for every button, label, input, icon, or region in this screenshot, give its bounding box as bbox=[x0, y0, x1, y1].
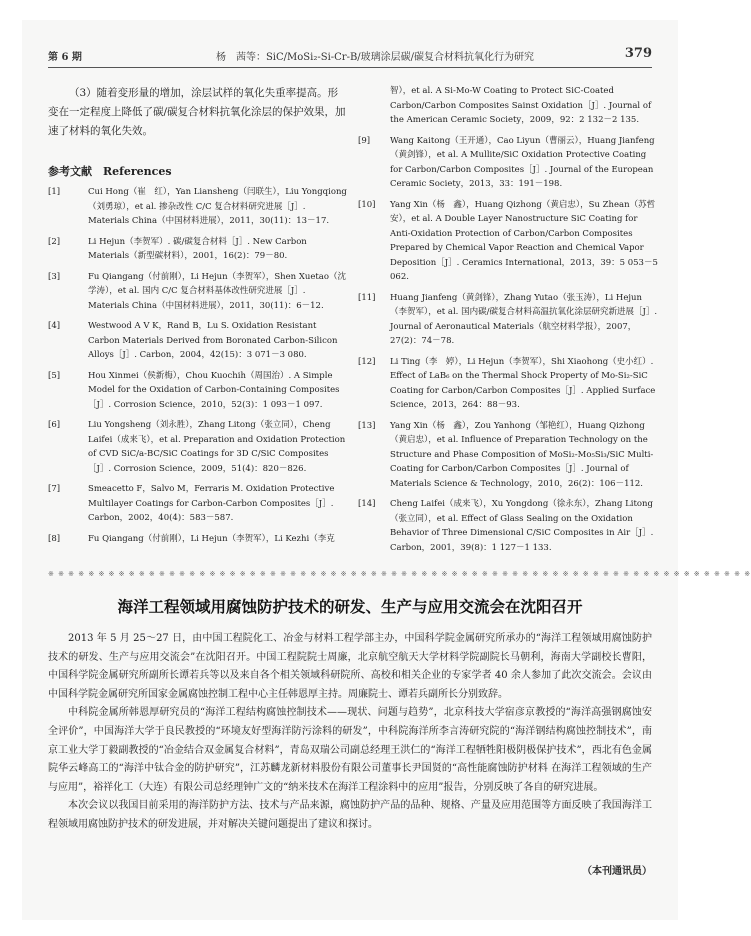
page-number: 379 bbox=[624, 46, 652, 61]
reference-item bbox=[48, 418, 348, 476]
reference-item bbox=[358, 497, 658, 555]
reference-text: Smeacetto F，Salvo M，Ferraris M. Oxidation Protective Multilayer Coatings for Carbon-Carbon Composites［J］. Carbon，2002，40(4)：583－587. bbox=[88, 484, 335, 523]
news-body bbox=[48, 630, 652, 835]
reference-text: Cui Hong（崔 红），Yan Liansheng（闫联生），Liu Yongqiong（刘勇琼），et al. 掺杂改性 C/C 复合材料研究进展［J］. Materials China（中国材料进展），2011，30(11)：13－17. bbox=[88, 187, 347, 226]
news-paragraph: 本次会议以我国目前采用的海洋防护方法、技术与产品来源，腐蚀防护产品的品种、规格、产量及应用范围等方面反映了我国海洋工程领域用腐蚀防护技术的研发进展，并对解决关键问题提出了建议和探讨。 bbox=[48, 800, 652, 830]
reference-number: [13] bbox=[358, 420, 376, 431]
reference-item bbox=[358, 419, 658, 492]
right-column bbox=[358, 84, 658, 561]
reference-text: Fu Qiangang（付前刚），Li Hejun（李贺军），Li Kezhi（李克 bbox=[88, 533, 335, 544]
running-title: 杨 茜等：SiC/MoSi₂-Si-Cr-B/玻璃涂层碳/碳复合材料抗氧化行为研究 bbox=[215, 52, 535, 63]
left-column bbox=[48, 84, 348, 552]
reference-number: [4] bbox=[48, 321, 61, 331]
reference-text: Yang Xin（杨 鑫），Zou Yanhong（邹艳红），Huang Qizhong（黄启忠），et al. Influence of Preparation Technology on the Structure and Phase Composition of MoSi₂-Mo₅Si₃/SiC Multi-Coating for Carbon/Carbon Composites［J］. Journal of Materials Science & Technology，2010，26(2)：106－112. bbox=[390, 420, 654, 489]
reference-number: [1] bbox=[48, 187, 61, 197]
news-paragraph: 2013 年 5 月 25～27 日，由中国工程院化工、冶金与材料工程学部主办，中国科学院金属研究所承办的“海洋工程领域用腐蚀防护技术的研发、生产与应用交流会”在沈阳召开。中国工程院院士周廉，北京航空航天大学材料学院副院长马朝利，海南大学副校长曹阳，中国科学院金属研究所副所长谭若兵等以及来自各个相关领域科研院所、高校和相关企业的专家学者 40 余人参加了此次交流会。会议由中国科学院金属研究所国家金属腐蚀控制工程中心主任韩恩厚主持。周廉院士、谭若兵副所长分别致辞。 bbox=[48, 633, 652, 700]
running-header bbox=[48, 44, 652, 66]
reference-item bbox=[358, 355, 658, 413]
header-rule bbox=[48, 67, 652, 68]
conclusion-paragraph: （3）随着变形量的增加，涂层试样的氧化失重率提高。形变在一定程度上降低了碳/碳复合材料抗氧化涂层的保护效果，加速了材料的氧化失效。 bbox=[48, 87, 346, 137]
news-byline: （本刊通讯员） bbox=[582, 866, 652, 877]
reference-text: Cheng Laifei（成来飞），Xu Yongdong（徐永东），Zhang Litong（张立同），et al. Effect of Glass Sealing on the Oxidation Behavior of Three Dimensional C/SiC Composites in Air［J］. Carbon，2001，39(8)：1 127－1 133. bbox=[390, 499, 654, 553]
reference-item bbox=[48, 532, 348, 547]
reference-number: [14] bbox=[358, 499, 376, 509]
news-title: 海洋工程领域用腐蚀防护技术的研发、生产与应用交流会在沈阳召开 bbox=[117, 598, 583, 616]
section-divider: ※ ※ ※ ※ ※ ※ ※ ※ ※ ※ ※ ※ ※ ※ ※ ※ ※ ※ ※ ※ ※ ※ ※ ※ ※ ※ ※ ※ ※ ※ ※ ※ ※ ※ ※ ※ ※ ※ ※ ※ ※ ※ ※ ※ ※ ※ ※ ※ ※ ※ ※ ※ ※ ※ ※ ※ ※ ※ ※ ※ ※ ※ ※ ※ ※ ※ ※ ※ ※ ※ bbox=[48, 570, 751, 578]
reference-text: Fu Qiangang（付前刚），Li Hejun（李贺军），Shen Xuetao（沈学涛），et al. 国内 C/C 复合材料基体改性研究进展［J］. Materials China（中国材料进展），2011，30(11)：6－12. bbox=[88, 271, 346, 311]
reference-number: [7] bbox=[48, 484, 61, 494]
reference-number: [2] bbox=[48, 236, 61, 247]
references-list-left bbox=[48, 185, 348, 546]
reference-number: [6] bbox=[48, 420, 61, 430]
reference-8-continued: 智），et al. A Si-Mo-W Coating to Protect SiC-Coated Carbon/Carbon Composites Sainst Oxidation［J］. Journal of the American Ceramic Society，2009，92：2 132－2 135. bbox=[390, 86, 652, 125]
reference-text: Wang Kaitong（王开通），Cao Liyun（曹丽云），Huang Jianfeng（黄剑锋），et al. A Mullite/SiC Oxidation Protective Coating for Carbon/Carbon Composites［J］. Journal of the European Ceramic Society，2013，33：191－198. bbox=[390, 135, 655, 189]
references-list-right bbox=[358, 134, 658, 556]
reference-item bbox=[358, 134, 658, 192]
reference-text: Li Hejun（李贺军）. 碳/碳复合材料［J］. New Carbon Materials（新型碳材料），2001，16(2)：79－80. bbox=[88, 236, 307, 261]
reference-number: [10] bbox=[358, 199, 376, 210]
reference-item bbox=[48, 319, 348, 363]
reference-item bbox=[358, 198, 658, 285]
reference-text: Huang Jianfeng（黄剑锋），Zhang Yutao（张玉涛），Li Hejun（李贺军），et al. 国内碳/碳复合材料高温抗氧化涂层研究新进展［J］. Journal of Aeronautical Materials（航空材料学报），2007，27(2)：74－78. bbox=[390, 292, 658, 346]
issue-label: 第 6 期 bbox=[48, 52, 82, 63]
reference-number: [11] bbox=[358, 292, 376, 303]
reference-item bbox=[48, 369, 348, 413]
reference-item bbox=[48, 185, 348, 229]
reference-item bbox=[48, 482, 348, 526]
reference-text: Yang Xin（杨 鑫），Huang Qizhong（黄启忠），Su Zhean（苏哲安），et al. A Double Layer Nanostructure SiC Coating for Anti-Oxidation Protection of Carbon/Carbon Composites Prepared by Chemical Vapor Reaction and Chemical Vapor Deposition［J］. Ceramics International，2013，39：5 053－5 062. bbox=[390, 199, 658, 282]
news-paragraph: 中科院金属所韩恩厚研究员的“海洋工程结构腐蚀控制技术——现状、问题与趋势”，北京科技大学宿彦京教授的“海洋高强钢腐蚀安全评价”，中国海洋大学于良民教授的“环境友好型海洋防污涂料的研发”，中科院海洋所李言涛研究院的“海洋钢结构腐蚀控制技术”，南京工业大学丁毅副教授的“冶金结合双金属复合材料”，青岛双瑞公司副总经理王洪仁的“海洋工程牺牲阳极阴极保护技术”，西北有色金属院华云峰高工的“海洋中钛合金的防护研究”，江苏麟龙新材料股份有限公司董事长尹国贤的“高性能腐蚀防护材料 在海洋工程领域的生产与应用”，裕祥化工（大连）有限公司总经理钟广文的“纳米技术在海洋工程涂料中的应用”报告，分别反映了各自的研究进展。 bbox=[48, 707, 652, 793]
reference-number: [9] bbox=[358, 135, 371, 146]
reference-number: [3] bbox=[48, 271, 61, 282]
reference-number: [5] bbox=[48, 370, 61, 381]
reference-text: Liu Yongsheng（刘永胜），Zhang Litong（张立同），Cheng Laifei（成来飞），et al. Preparation and Oxidation Protection of CVD SiC/a-BC/SiC Coatings for 3D C/SiC Composites［J］. Corrosion Science，2009，51(4)：820－826. bbox=[88, 420, 346, 474]
reference-item bbox=[48, 235, 348, 264]
reference-text: Li Ting（李 婷），Li Hejun（李贺军），Shi Xiaohong（史小红）. Effect of LaB₆ on the Thermal Shock Property of Mo-Si₂-SiC Coating for Carbon/Carbon Composites［J］. Applied Surface Science，2013，264：88－93. bbox=[390, 356, 656, 410]
reference-item bbox=[48, 270, 348, 314]
reference-number: [8] bbox=[48, 533, 61, 544]
reference-text: Westwood A V K，Rand B，Lu S. Oxidation Resistant Carbon Materials Derived from Boronated Carbon-Silicon Alloys［J］. Carbon，2004，42(15)：3 071－3 080. bbox=[88, 321, 338, 360]
reference-text: Hou Xinmei（侯新梅），Chou Kuochih（周国治）. A Simple Model for the Oxidation of Carbon-Containing Composites［J］. Corrosion Science，2010，52(3)：1 093－1 097. bbox=[88, 370, 340, 410]
reference-number: [12] bbox=[358, 356, 376, 367]
references-heading: 参考文献 References bbox=[48, 165, 172, 178]
reference-item bbox=[358, 291, 658, 349]
